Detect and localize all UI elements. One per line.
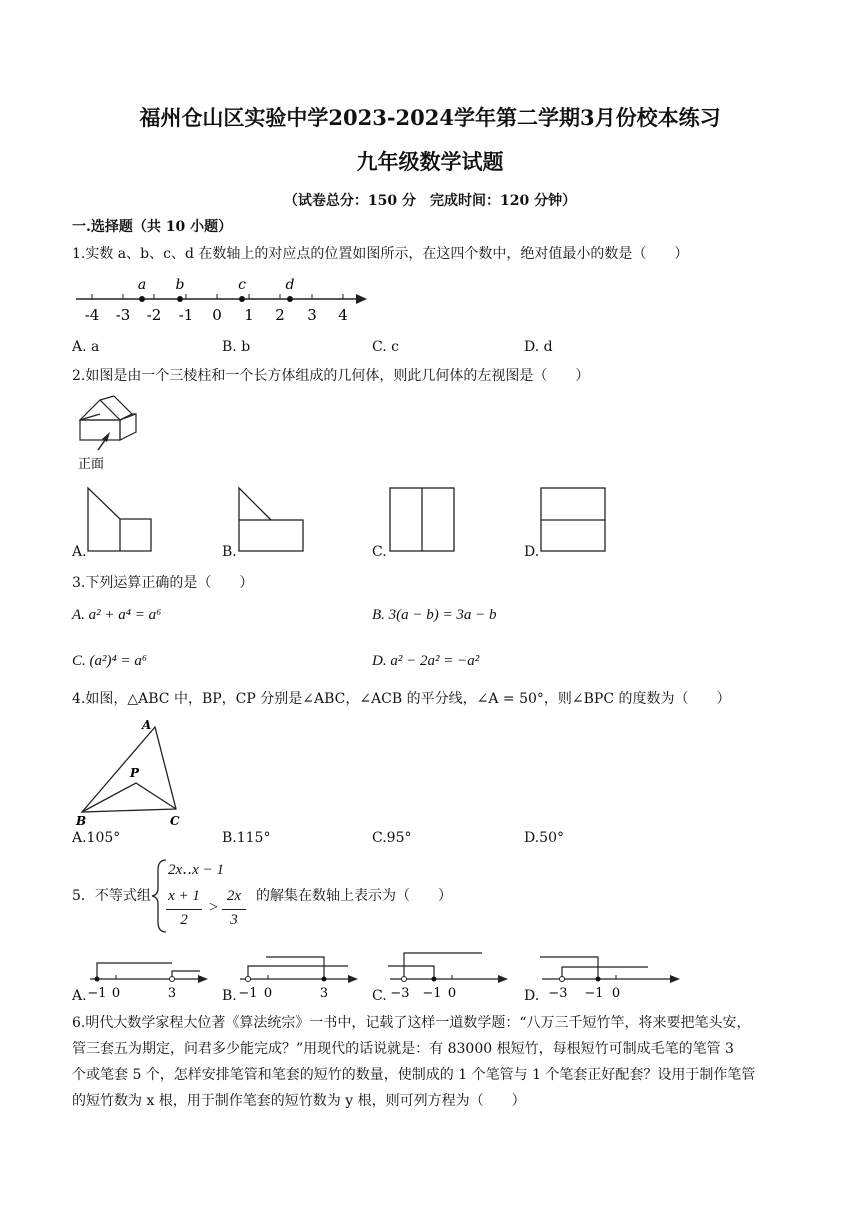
q2-option-d-figure bbox=[539, 486, 609, 556]
tick-label: 0 bbox=[447, 986, 457, 1001]
q3-stem: 3.下列运算正确的是（ ） bbox=[72, 575, 254, 591]
q3-option-b[interactable]: B. 3(a − b) = 3a − b bbox=[372, 607, 497, 623]
tick-label: −3 bbox=[390, 986, 410, 1001]
tick-label: 2 bbox=[275, 306, 285, 324]
tick-label: -1 bbox=[178, 306, 194, 324]
q2-stem: 2.如图是由一个三棱柱和一个长方体组成的几何体，则此几何体的左视图是（ ） bbox=[72, 368, 590, 384]
tick-label: 3 bbox=[319, 986, 329, 1001]
q3-option-a[interactable]: A. a² + a⁴ = a⁶ bbox=[72, 607, 162, 623]
tick-label: −1 bbox=[584, 986, 604, 1001]
q6-line-1: 6.明代大数学家程大位著《算法统宗》一书中，记载了这样一道数学题：“八万三千短竹竿，将来要把笔头安， bbox=[72, 1015, 751, 1031]
q5-option-d-line bbox=[538, 948, 688, 1004]
q3-option-d[interactable]: D. a² − 2a² = −a² bbox=[372, 653, 480, 669]
page-subtitle-grade: 九年级数学试题 bbox=[356, 149, 504, 174]
q2-option-c-figure bbox=[388, 486, 458, 556]
point-a bbox=[139, 296, 145, 302]
q4-option-b[interactable]: B.115° bbox=[222, 830, 271, 846]
tick-label: 3 bbox=[167, 986, 177, 1001]
tick-label: 0 bbox=[212, 306, 222, 324]
q5-option-a-line bbox=[86, 952, 216, 1004]
q5-inequality-1: 2x‥x − 1 bbox=[168, 862, 224, 878]
vertex-c-label: C bbox=[170, 814, 180, 825]
vertex-b-label: B bbox=[76, 814, 87, 825]
section-heading: 一.选择题（共 10 小题） bbox=[72, 219, 233, 235]
q1-option-d[interactable]: D. d bbox=[524, 339, 553, 355]
tick-label: 0 bbox=[611, 986, 621, 1001]
q5-stem-prefix: 5．不等式组 bbox=[72, 888, 151, 904]
q2-option-c[interactable]: C. bbox=[372, 544, 387, 560]
label-c: c bbox=[238, 277, 246, 293]
frac-num: 2x bbox=[226, 888, 242, 904]
tick-label: −1 bbox=[87, 986, 107, 1001]
q2-option-b[interactable]: B. bbox=[222, 544, 237, 560]
point-b bbox=[177, 296, 183, 302]
tick-label: 0 bbox=[111, 986, 121, 1001]
q6-line-2: 管三套五为期定，问君多少能完成？”用现代的话说就是：有 83000 根短竹，每根短竹可制成毛笔的笔管 3 bbox=[72, 1041, 734, 1057]
q4-option-a[interactable]: A.105° bbox=[72, 830, 121, 846]
tick-label: 3 bbox=[307, 306, 317, 324]
tick-label: -3 bbox=[115, 306, 131, 324]
tick-label: −1 bbox=[238, 986, 258, 1001]
q4-stem: 4.如图，△ABC 中，BP，CP 分别是∠ABC，∠ACB 的平分线，∠A = 50°，则∠BPC 的度数为（ ） bbox=[72, 691, 731, 707]
label-a: a bbox=[137, 277, 147, 293]
q5-option-c-line bbox=[386, 948, 516, 1004]
page-title: 福州仓山区实验中学2023-2024学年第二学期3月份校本练习 bbox=[139, 105, 721, 130]
q5-option-b[interactable]: B. bbox=[222, 988, 237, 1004]
q6-line-3: 个或笔套 5 个，怎样安排笔管和笔套的短竹的数量，使制成的 1 个笔管与 1 个笔套正好配套？设用于制作笔管 bbox=[72, 1067, 756, 1083]
tick-label: −1 bbox=[422, 986, 442, 1001]
q2-solid-figure bbox=[72, 392, 152, 474]
q5-option-d[interactable]: D. bbox=[524, 988, 540, 1004]
q4-option-c[interactable]: C.95° bbox=[372, 830, 412, 846]
point-d bbox=[287, 296, 293, 302]
vertex-a-label: A bbox=[142, 718, 152, 732]
q3-option-c[interactable]: C. (a²)⁴ = a⁶ bbox=[72, 653, 148, 669]
frac-den: 3 bbox=[230, 912, 238, 928]
tick-label: 1 bbox=[244, 306, 254, 324]
exam-info: （试卷总分：150 分 完成时间：120 分钟） bbox=[283, 193, 577, 209]
q6-line-4: 的短竹数为 x 根，用于制作笔套的短竹数为 y 根，则可列方程为（ ） bbox=[72, 1093, 526, 1109]
q1-option-c[interactable]: C. c bbox=[372, 339, 399, 355]
q5-stem-suffix: 的解集在数轴上表示为（ ） bbox=[256, 888, 452, 904]
frac-num: x + 1 bbox=[168, 888, 200, 904]
label-b: b bbox=[175, 277, 185, 293]
q4-option-d[interactable]: D.50° bbox=[524, 830, 564, 846]
q2-option-a[interactable]: A. bbox=[72, 544, 87, 560]
q5-option-a[interactable]: A. bbox=[72, 988, 87, 1004]
label-d: d bbox=[285, 277, 295, 293]
q5-option-c[interactable]: C. bbox=[372, 988, 387, 1004]
q2-option-d[interactable]: D. bbox=[524, 544, 540, 560]
tick-label: 4 bbox=[338, 306, 348, 324]
q1-number-line bbox=[70, 272, 380, 332]
point-c bbox=[239, 296, 245, 302]
q1-stem: 1.实数 a、b、c、d 在数轴上的对应点的位置如图所示，在这四个数中，绝对值最小的数是（ ） bbox=[72, 246, 689, 262]
frac-den: 2 bbox=[180, 912, 188, 928]
point-p-label: P bbox=[130, 766, 140, 780]
q1-option-b[interactable]: B. b bbox=[222, 339, 251, 355]
q1-option-a[interactable]: A. a bbox=[72, 339, 100, 355]
tick-label: -4 bbox=[84, 306, 100, 324]
front-label: 正面 bbox=[78, 457, 105, 472]
q5-option-b-line bbox=[236, 952, 366, 1004]
greater-sign: > bbox=[208, 899, 219, 916]
q2-option-a-figure bbox=[86, 486, 156, 556]
tick-label: -2 bbox=[146, 306, 162, 324]
tick-label: −3 bbox=[548, 986, 568, 1001]
q2-option-b-figure bbox=[237, 486, 307, 556]
tick-label: 0 bbox=[263, 986, 273, 1001]
q4-triangle-figure bbox=[72, 715, 192, 825]
q6-stem bbox=[72, 1010, 792, 1114]
